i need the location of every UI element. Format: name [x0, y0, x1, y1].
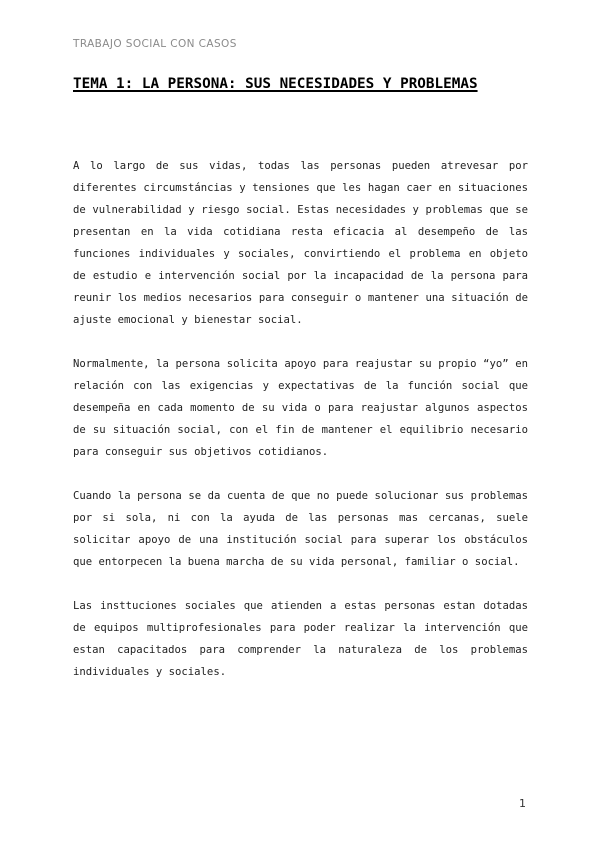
paragraph-4: Las insttuciones sociales que atienden a estas personas estan dotadas de equipos multiprofesionales para poder realizar la intervención que estan capacitados para comprender la naturaleza de los problemas individuales y sociales.	[73, 600, 528, 678]
document-title: TEMA 1: LA PERSONA: SUS NECESIDADES Y PROBLEMAS	[73, 76, 478, 92]
running-header: TRABAJO SOCIAL CON CASOS	[73, 38, 237, 50]
paragraph-2: Normalmente, la persona solicita apoyo para reajustar su propio “yo” en relación con las exigencias y expectativas de la función social que desempeña en cada momento de su vida o para reajustar algunos aspectos de su situación social, con el fin de mantener el equilibrio necesario para conseguir sus objetivos cotidianos.	[73, 358, 528, 458]
paragraph-3: Cuando la persona se da cuenta de que no puede solucionar sus problemas por si sola, ni con la ayuda de las personas mas cercanas, suele solicitar apoyo de una institución social para superar los obstáculos que entorpecen la buena marcha de su vida personal, familiar o social.	[73, 490, 528, 568]
document-body	[73, 155, 528, 705]
paragraph-1: A lo largo de sus vidas, todas las personas pueden atrevesar por diferentes circumstáncias y tensiones que les hagan caer en situaciones de vulnerabilidad y riesgo social. Estas necesidades y problemas que se presentan en la vida cotidiana resta eficacia al desempeño de las funciones individuales y sociales, convirtiendo el problema en objeto de estudio e intervención social por la incapacidad de la persona para reunir los medios necesarios para conseguir o mantener una situación de ajuste emocional y bienestar social.	[73, 160, 528, 326]
page-number: 1	[519, 797, 526, 810]
